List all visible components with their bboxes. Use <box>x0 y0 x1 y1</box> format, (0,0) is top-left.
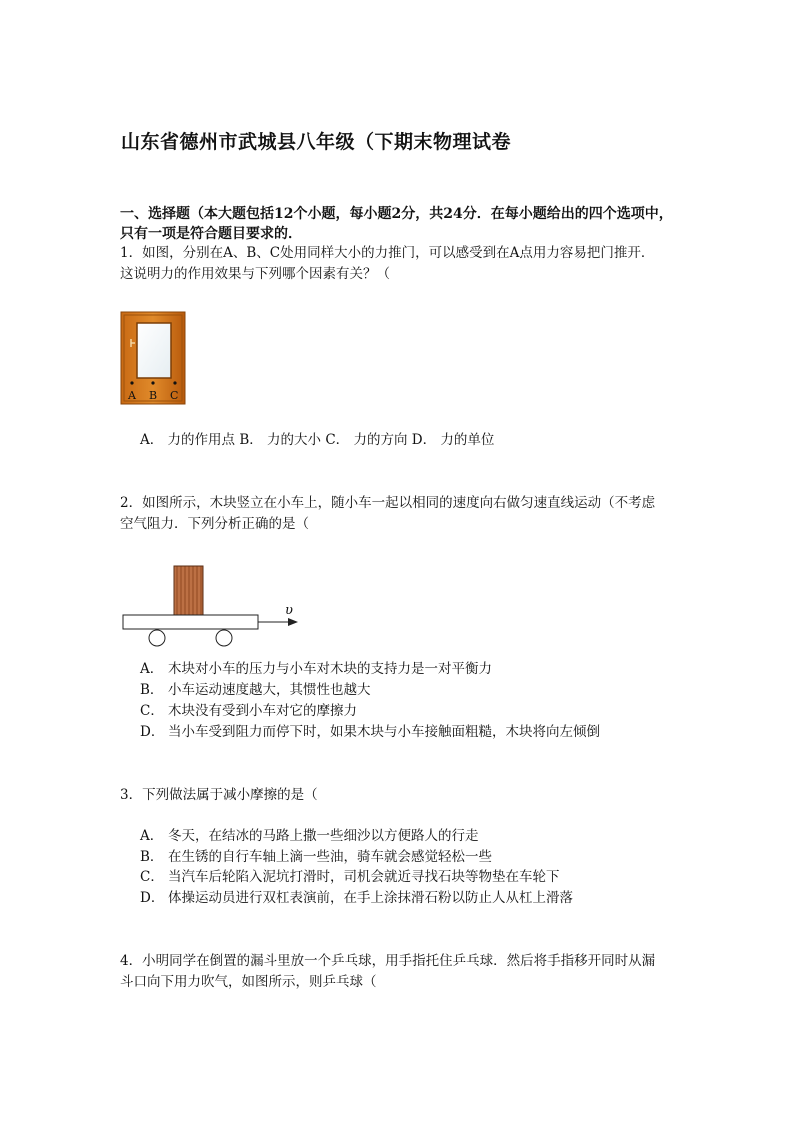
cart-wheel-right <box>216 630 232 646</box>
cart-body <box>123 615 258 629</box>
q1-stem-line2: 这说明力的作用效果与下列哪个因素有关？（ <box>120 266 390 282</box>
velocity-label: υ <box>285 603 293 618</box>
point-a-dot <box>130 381 133 384</box>
cart-figure <box>120 560 300 652</box>
point-a-label: A <box>128 389 136 402</box>
q1-options: A． 力的作用点 B． 力的大小 C． 力的方向 D． 力的单位 <box>140 432 495 448</box>
q4-stem-line1: 4．小明同学在倒置的漏斗里放一个乒乓球，用手指托住乒乓球．然后将手指移开同时从漏 <box>120 953 656 969</box>
q2-option-d: D． 当小车受到阻力而停下时，如果木块与小车接触面粗糙，木块将向左倾倒 <box>140 724 600 740</box>
point-b-label: B <box>149 389 158 402</box>
point-c-label: C <box>170 389 179 402</box>
q3-option-b: B． 在生锈的自行车轴上滴一些油，骑车就会感觉轻松一些 <box>140 849 492 865</box>
wood-block <box>174 566 203 615</box>
point-b-dot <box>151 381 154 384</box>
q4-stem-line2: 斗口向下用力吹气，如图所示，则乒乓球（ <box>120 974 377 990</box>
q3-stem: 3．下列做法属于减小摩擦的是（ <box>120 787 318 803</box>
q1-stem-line1: 1．如图，分别在A、B、C处用同样大小的力推门，可以感受到在A点用力容易把门推开． <box>120 245 655 261</box>
q2-option-a: A． 木块对小车的压力与小车对木块的支持力是一对平衡力 <box>140 661 492 677</box>
q2-option-b: B． 小车运动速度越大，其惯性也越大 <box>140 682 371 698</box>
section-heading-line2: 只有一项是符合题目要求的． <box>120 226 302 242</box>
q2-stem-line1: 2．如图所示，木块竖立在小车上，随小车一起以相同的速度向右做匀速直线运动（不考虑 <box>120 495 656 511</box>
page-title: 山东省德州市武城县八年级（下期末物理试卷 <box>121 131 512 153</box>
q3-option-c: C． 当汽车后轮陷入泥坑打滑时，司机会就近寻找石块等物垫在车轮下 <box>140 869 560 885</box>
cart-wheel-left <box>149 630 165 646</box>
point-c-dot <box>173 381 176 384</box>
section-heading-line1: 一、选择题（本大题包括12个小题，每小题2分，共24分．在每小题给出的四个选项中， <box>120 206 673 222</box>
q3-option-d: D． 体操运动员进行双杠表演前，在手上涂抹滑石粉以防止人从杠上滑落 <box>140 890 573 906</box>
q3-option-a: A． 冬天，在结冰的马路上撒一些细沙以方便路人的行走 <box>140 828 479 844</box>
door-figure <box>120 311 188 405</box>
q2-option-c: C． 木块没有受到小车对它的摩擦力 <box>140 703 357 719</box>
q2-stem-line2: 空气阻力．下列分析正确的是（ <box>120 516 309 532</box>
